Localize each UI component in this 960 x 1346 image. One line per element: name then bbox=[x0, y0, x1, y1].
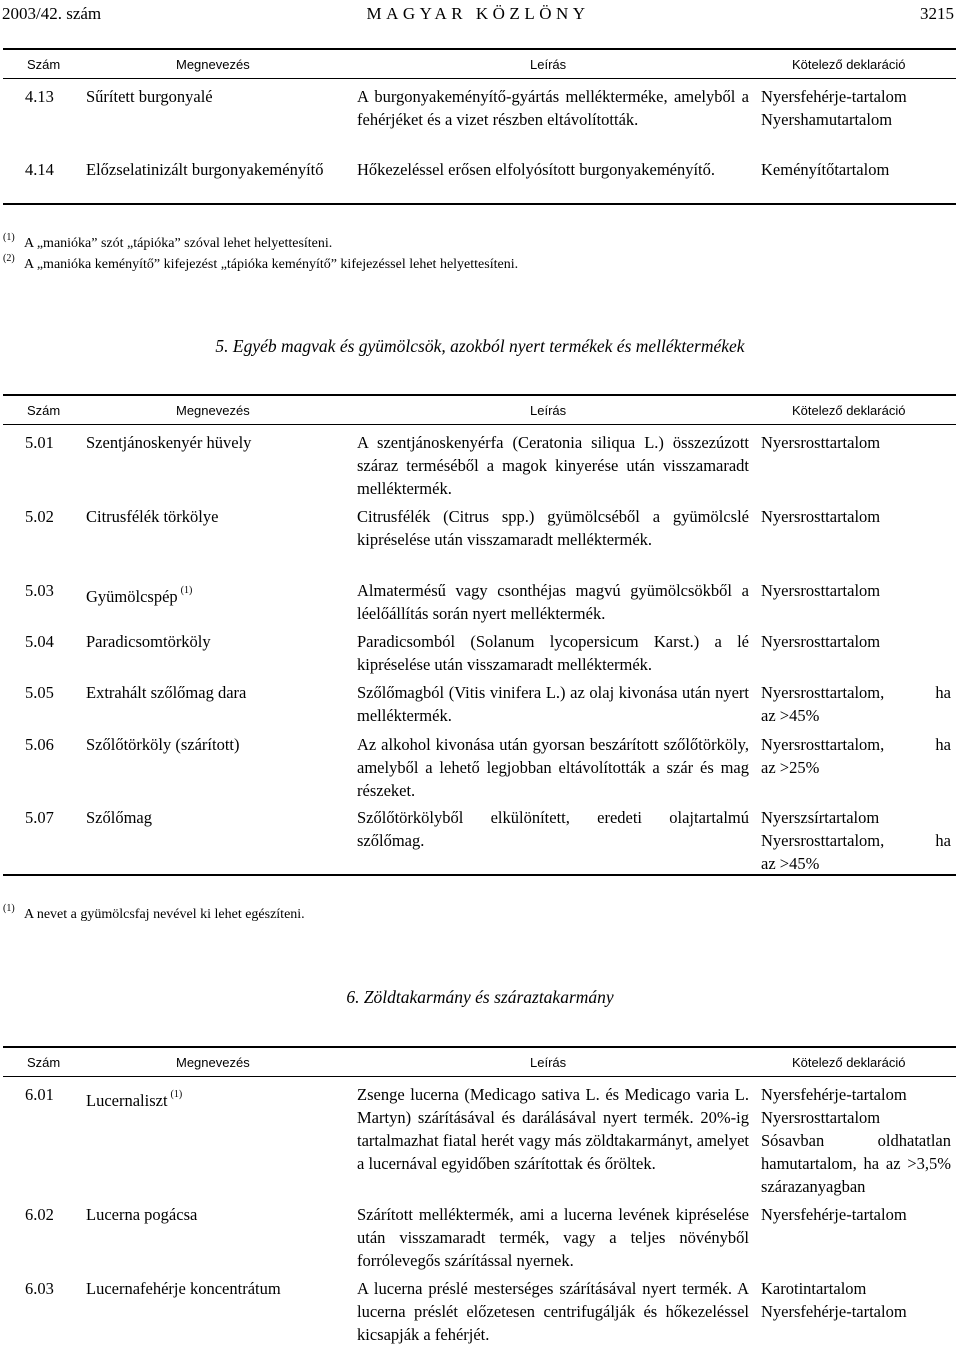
item-declaration bbox=[761, 806, 951, 875]
col-header-name: Megnevezés bbox=[176, 403, 250, 418]
declaration-line: Nyersrosttartalom bbox=[761, 1108, 881, 1127]
item-declaration bbox=[761, 505, 951, 528]
page-header bbox=[2, 4, 954, 26]
item-name: Sűrített burgonyalé bbox=[86, 87, 213, 106]
item-number: 5.05 bbox=[25, 683, 54, 702]
col-header-name: Megnevezés bbox=[176, 1055, 250, 1070]
table-header bbox=[3, 396, 956, 425]
item-number: 6.03 bbox=[25, 1279, 54, 1298]
declaration-line: Nyersfehérje-tartalom bbox=[761, 1302, 907, 1321]
item-declaration bbox=[761, 1277, 951, 1323]
col-header-declaration: Kötelező deklaráció bbox=[792, 403, 906, 418]
journal-title: MAGYAR KÖZLÖNY bbox=[366, 4, 590, 23]
item-description: Az alkohol kivonása után gyorsan beszárított szőlőtörköly, amelyből a lehető legjobban eltávolították a szár és mag részeket. bbox=[357, 735, 749, 800]
item-number: 4.14 bbox=[25, 160, 54, 179]
declaration-line: Karotintartalom bbox=[761, 1279, 867, 1298]
item-name: Citrusfélék törkölye bbox=[86, 507, 219, 526]
footnote-text: A „manióka” szót „tápióka” szóval lehet helyettesíteni. bbox=[24, 236, 333, 251]
declaration-line: Nyerszsírtartalom bbox=[761, 808, 880, 827]
item-name: Paradicsomtörköly bbox=[86, 632, 211, 651]
item-declaration bbox=[761, 431, 951, 454]
item-description: Szárított melléktermék, ami a lucerna levének kipréselése után visszamaradt termék, vagy a teljes növényből forrólevegős szárítással nyernek. bbox=[357, 1205, 749, 1270]
footnote-reference: (1) bbox=[170, 1089, 183, 1100]
item-name: Szőlőmag bbox=[86, 808, 152, 827]
declaration-line: Nyersrosttartalom bbox=[761, 433, 881, 452]
item-number: 5.07 bbox=[25, 808, 54, 827]
item-description: Paradicsomból (Solanum lycopersicum Karst.) a lé kipréselése után visszamaradt melléktermék. bbox=[357, 632, 749, 674]
issue-number: 2003/42. szám bbox=[2, 4, 102, 23]
item-number: 5.02 bbox=[25, 507, 54, 526]
footnote-mark: (2) bbox=[3, 253, 15, 264]
footnote-text: A nevet a gyümölcsfaj nevével ki lehet egészíteni. bbox=[24, 907, 305, 922]
footnote-mark: (1) bbox=[3, 232, 15, 243]
item-declaration bbox=[761, 579, 951, 602]
table-header bbox=[3, 50, 956, 79]
item-name: Extrahált szőlőmag dara bbox=[86, 683, 247, 702]
declaration-line: Nyersrosttartalom bbox=[761, 507, 881, 526]
item-number: 4.13 bbox=[25, 87, 54, 106]
item-declaration bbox=[761, 158, 951, 181]
footnote-text: A „manióka keményítő” kifejezést „tápióka keményítő” kifejezéssel lehet helyettesíteni. bbox=[24, 257, 519, 272]
item-declaration bbox=[761, 1203, 951, 1226]
declaration-line: Nyersrosttartalom bbox=[761, 581, 881, 600]
table-section-4 bbox=[3, 48, 956, 205]
declaration-line: Nyersrosttartalom, ha bbox=[761, 831, 951, 850]
item-name: Szőlőtörköly (szárított) bbox=[86, 735, 240, 754]
item-description: A lucerna préslé mesterséges szárításával nyert termék. A lucerna préslét előzetesen centrifugálják és hőkezeléssel kicsapják a fehérjét. bbox=[357, 1279, 749, 1344]
item-number: 5.01 bbox=[25, 433, 54, 452]
item-description: Szőlőmagból (Vitis vinifera L.) az olaj kivonása után nyert melléktermék. bbox=[357, 683, 749, 725]
item-name: Lucerna pogácsa bbox=[86, 1205, 198, 1224]
item-description: Zsenge lucerna (Medicago sativa L. és Medicago varia L. Martyn) szárításával és darálásával nyert termék. 20%-ig tartalmazhat fiatal herét vagy más zöldtakarmányt, amelyet a lucernával egyidőben szárítottak és őröltek. bbox=[357, 1085, 749, 1173]
col-header-description: Leírás bbox=[530, 57, 567, 72]
section-title: 6. Zöldtakarmány és száraztakarmány bbox=[346, 987, 614, 1007]
item-number: 5.04 bbox=[25, 632, 54, 651]
declaration-line: Nyershamutartalom bbox=[761, 110, 893, 129]
col-header-number: Szám bbox=[27, 1055, 61, 1070]
item-declaration bbox=[761, 681, 951, 727]
declaration-line: Nyersrosttartalom, ha bbox=[761, 735, 951, 754]
item-declaration bbox=[761, 630, 951, 653]
declaration-line: Nyersfehérje-tartalom bbox=[761, 1085, 907, 1104]
item-number: 5.06 bbox=[25, 735, 54, 754]
table-section-5 bbox=[3, 394, 956, 876]
item-number: 5.03 bbox=[25, 581, 54, 600]
section-title: 5. Egyéb magvak és gyümölcsök, azokból nyert termékek és melléktermékek bbox=[215, 336, 745, 356]
item-name bbox=[86, 1083, 343, 1112]
declaration-line: Keményítőtartalom bbox=[761, 160, 890, 179]
item-description: Almatermésű vagy csonthéjas magvú gyümölcsökből a léelőállítás során nyert melléktermék. bbox=[357, 581, 749, 623]
col-header-description: Leírás bbox=[530, 403, 567, 418]
item-declaration bbox=[761, 1083, 951, 1198]
item-name: Szentjánoskenyér hüvely bbox=[86, 433, 252, 452]
table-section-6 bbox=[3, 1046, 956, 1346]
item-description: A burgonyakeményítő-gyártás mellékterméke, amelyből a fehérjéket és a vizet részben eltávolították. bbox=[357, 87, 749, 129]
item-name bbox=[86, 579, 343, 608]
item-name: Előzselatinizált burgonyakeményítő bbox=[86, 160, 324, 179]
col-header-name: Megnevezés bbox=[176, 57, 250, 72]
declaration-line: Nyersrosttartalom, ha bbox=[761, 683, 951, 702]
declaration-line: Sósavban oldhatatlan hamutartalom, ha az >3,5% szárazanyagban bbox=[761, 1131, 951, 1196]
declaration-line: az >45% bbox=[761, 854, 820, 873]
item-declaration bbox=[761, 85, 951, 131]
page-number: 3215 bbox=[920, 4, 954, 23]
col-header-number: Szám bbox=[27, 403, 61, 418]
item-declaration bbox=[761, 733, 951, 779]
col-header-declaration: Kötelező deklaráció bbox=[792, 1055, 906, 1070]
declaration-line: Nyersfehérje-tartalom bbox=[761, 1205, 907, 1224]
col-header-description: Leírás bbox=[530, 1055, 567, 1070]
item-description: Citrusfélék (Citrus spp.) gyümölcséből a gyümölcslé kipréselése után visszamaradt melléktermék. bbox=[357, 507, 749, 549]
item-description: Szőlőtörkölyből elkülönített, eredeti olajtartalmú szőlőmag. bbox=[357, 808, 749, 850]
item-number: 6.01 bbox=[25, 1085, 54, 1104]
declaration-line: Nyersfehérje-tartalom bbox=[761, 87, 907, 106]
item-description: A szentjánoskenyérfa (Ceratonia siliqua L.) összezúzott száraz terméséből a magok kinyerése után visszamaradt melléktermék. bbox=[357, 433, 749, 498]
col-header-number: Szám bbox=[27, 57, 61, 72]
declaration-line: Nyersrosttartalom bbox=[761, 632, 881, 651]
item-number: 6.02 bbox=[25, 1205, 54, 1224]
footnote-mark: (1) bbox=[3, 903, 15, 914]
declaration-line: az >45% bbox=[761, 706, 820, 725]
item-name-text: Lucernaliszt bbox=[86, 1091, 168, 1110]
item-description: Hőkezeléssel erősen elfolyósított burgonyakeményítő. bbox=[357, 160, 716, 179]
table-header bbox=[3, 1048, 956, 1077]
item-name: Lucernafehérje koncentrátum bbox=[86, 1279, 281, 1298]
footnote-reference: (1) bbox=[180, 585, 193, 596]
item-name-text: Gyümölcspép bbox=[86, 587, 178, 606]
declaration-line: az >25% bbox=[761, 758, 820, 777]
col-header-declaration: Kötelező deklaráció bbox=[792, 57, 906, 72]
